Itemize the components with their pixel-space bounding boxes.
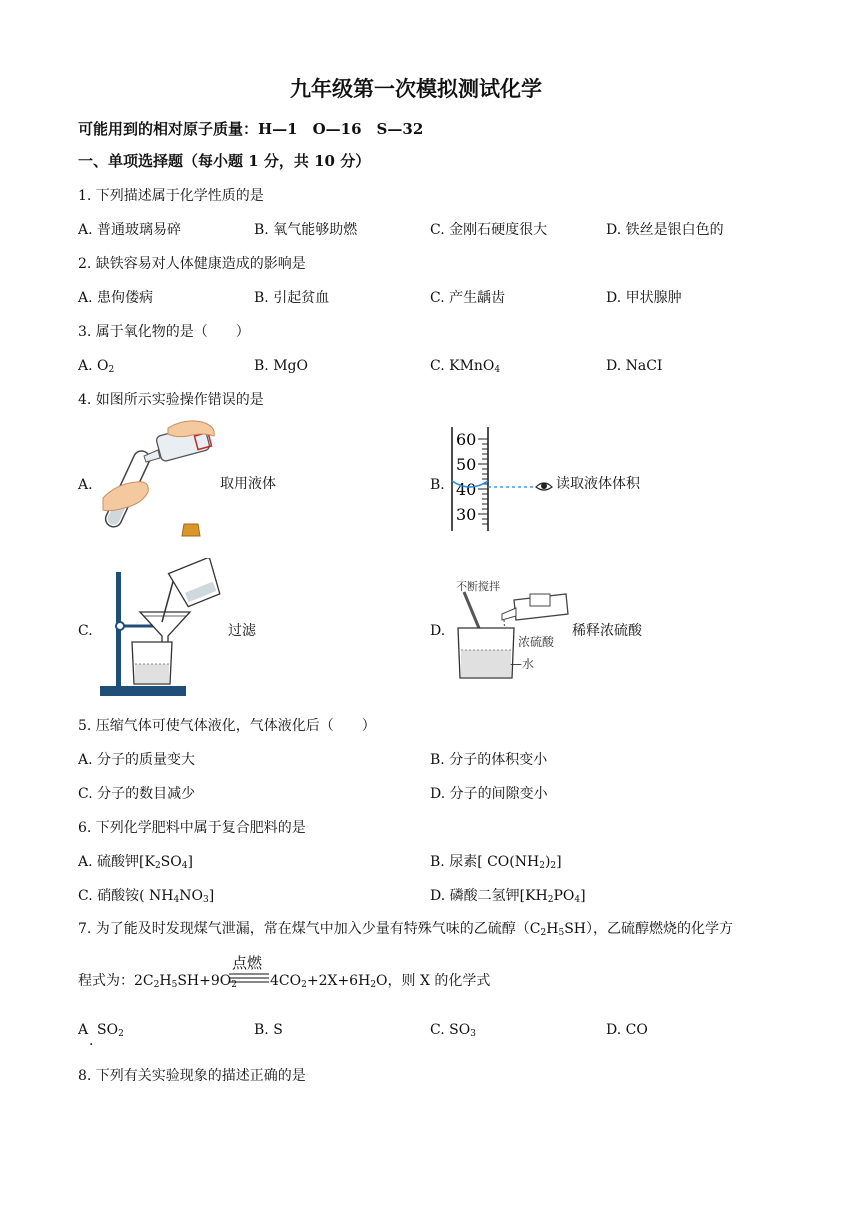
q7-option-c: C. $SO_3$ — [430, 1022, 476, 1039]
q3-option-a: A. $O_2$ — [78, 358, 115, 375]
label-stir: 不断搅拌 — [456, 580, 500, 593]
q4-option-a-letter: A. — [78, 477, 93, 493]
atomic-mass-line: 可能用到的相对原子质量：H—1 O—16 S—32 — [78, 120, 424, 138]
q6-option-d: D. 磷酸二氢钾$[KH_2PO_4]$ — [430, 888, 586, 905]
cylinder-tick-60: 60 — [456, 430, 477, 449]
question-7-line2b: $4CO_2+2X+6H_2O$，则 X 的化学式 — [270, 973, 491, 990]
q4-option-d-letter: D. — [430, 623, 446, 639]
q1-option-d: D. 铁丝是银白色的 — [606, 222, 724, 238]
q4-option-b-letter: B. — [430, 477, 445, 493]
question-7-line1: 7. 为了能及时发现煤气泄漏，常在煤气中加入少量有特殊气味的乙硫醇$(C_2H_5SH)$，乙硫醇燃烧的化学方 — [78, 921, 734, 938]
q1-option-c: C. 金刚石硬度很大 — [430, 222, 548, 238]
q7-option-b: B. S — [254, 1022, 283, 1038]
q4-option-a-caption: 取用液体 — [220, 476, 276, 492]
q7-option-a-dot: . — [89, 1033, 94, 1049]
q3-option-b: B. MgO — [254, 358, 308, 374]
section-heading: 一、单项选择题（每小题 1 分，共 10 分） — [78, 152, 371, 170]
question-7-line2: 程式为：$2C_2H_5SH+9O_2$ — [78, 973, 237, 990]
filtration-figure — [98, 558, 228, 700]
q5-option-c: C. 分子的数目减少 — [78, 786, 196, 802]
question-8: 8. 下列有关实验现象的描述正确的是 — [78, 1068, 306, 1084]
eye-icon — [536, 483, 552, 490]
q2-option-c: C. 产生龋齿 — [430, 290, 506, 306]
dilute-acid-figure — [454, 570, 584, 682]
reaction-equals-sign — [229, 972, 269, 984]
q4-option-c-letter: C. — [78, 623, 93, 639]
q2-option-b: B. 引起贫血 — [254, 290, 330, 306]
q3-option-c: C. KMnO$_4$ — [430, 358, 501, 375]
q3-option-d: D. NaCI — [606, 358, 663, 374]
q6-option-b: B. 尿素[ $CO(NH_2)_2$] — [430, 854, 562, 871]
q4-option-c-caption: 过滤 — [228, 623, 256, 639]
label-water: —水 — [510, 657, 535, 671]
reaction-condition: 点燃 — [232, 954, 263, 972]
graduated-cylinder-figure — [448, 425, 558, 535]
question-1: 1. 下列描述属于化学性质的是 — [78, 188, 264, 204]
q7-option-a: A $SO_2$ — [78, 1022, 124, 1039]
label-acid: 浓硫酸 — [518, 635, 555, 649]
q4-option-b-caption: 读取液体体积 — [556, 476, 640, 492]
page-title: 九年级第一次模拟测试化学 — [290, 76, 542, 101]
question-5: 5. 压缩气体可使气体液化，气体液化后（ ） — [78, 718, 376, 734]
q6-option-c: C. 硝酸铵( $NH_4NO_3$] — [78, 888, 215, 905]
cylinder-tick-40: 40 — [456, 480, 477, 499]
q5-option-b: B. 分子的体积变小 — [430, 752, 548, 768]
q2-option-a: A. 患佝偻病 — [78, 290, 154, 306]
q2-option-d: D. 甲状腺肿 — [606, 290, 682, 306]
pouring-liquid-figure — [98, 418, 228, 543]
question-3: 3. 属于氧化物的是（ ） — [78, 324, 250, 340]
question-4: 4. 如图所示实验操作错误的是 — [78, 392, 264, 408]
q5-option-a: A. 分子的质量变大 — [78, 752, 196, 768]
q7-option-d: D. CO — [606, 1022, 648, 1038]
q1-option-a: A. 普通玻璃易碎 — [78, 222, 182, 238]
question-6: 6. 下列化学肥料中属于复合肥料的是 — [78, 820, 306, 836]
cylinder-tick-50: 50 — [456, 455, 477, 474]
q5-option-d: D. 分子的间隙变小 — [430, 786, 548, 802]
question-2: 2. 缺铁容易对人体健康造成的影响是 — [78, 256, 306, 272]
q6-option-a: A. 硫酸钾$[K_2SO_4]$ — [78, 854, 193, 871]
cylinder-tick-30: 30 — [456, 505, 477, 524]
q1-option-b: B. 氧气能够助燃 — [254, 222, 358, 238]
q4-option-d-caption: 稀释浓硫酸 — [572, 623, 642, 639]
